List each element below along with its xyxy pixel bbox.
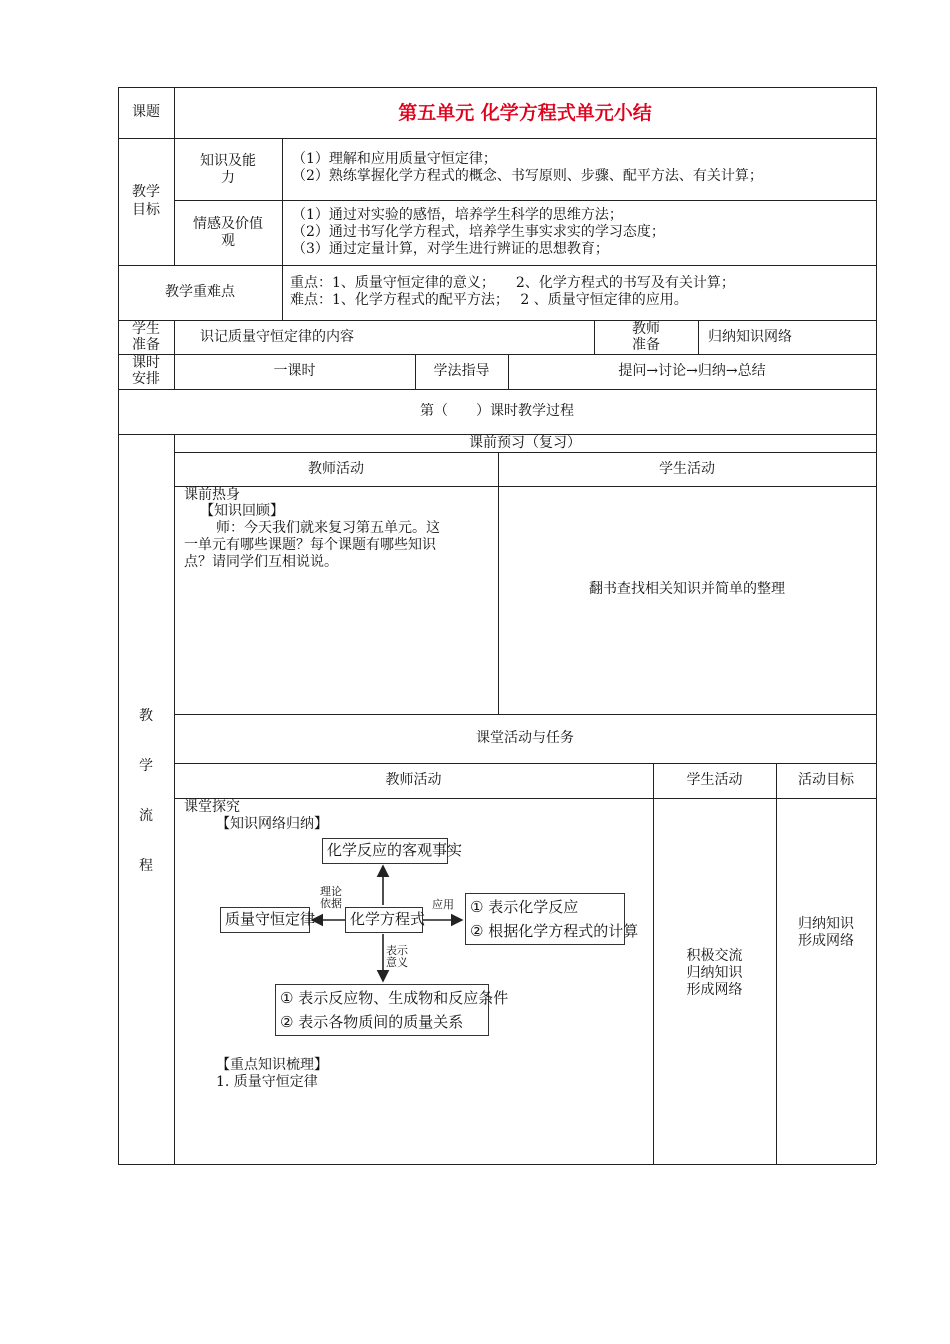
diagram-bottom-box (275, 984, 509, 1036)
diagram-right-box (465, 893, 639, 945)
classroom-student-line: 形成网络 (686, 982, 743, 998)
diagram-right-item: ① 表示化学反应 (470, 898, 579, 916)
emotion-label-1: 情感及价值 (193, 216, 263, 232)
preview-teacher-line: 一单元有哪些课题？每个课题有哪些知识 (184, 537, 436, 553)
knowledge-item: （1）理解和应用质量守恒定律； (292, 151, 497, 167)
schedule-label-1: 课时 (132, 355, 160, 371)
emotion-label-2: 观 (221, 233, 235, 249)
classroom-student-header: 学生活动 (686, 772, 743, 788)
classroom-goal-line: 形成网络 (798, 933, 854, 949)
objectives-label-1: 教学 (132, 184, 160, 200)
diagram-bottom-item: ② 表示各物质间的质量关系 (280, 1013, 464, 1031)
emotion-item: （1）通过对实验的感悟，培养学生科学的思维方法； (292, 207, 623, 223)
flow-side-char: 程 (139, 858, 153, 874)
diagram-top-box: 化学反应的客观事实 (322, 838, 448, 864)
diagram-bottom-label-2: 意义 (386, 956, 408, 969)
preview-student-text: 翻书查找相关知识并简单的整理 (589, 581, 785, 597)
student-prep-value: 识记质量守恒定律的内容 (200, 329, 354, 345)
knowledge-label-2: 力 (221, 170, 235, 186)
classroom-heading: 课堂活动与任务 (476, 730, 574, 746)
diagram-bottom-label-1: 表示 (386, 944, 408, 957)
method-value: 提问→讨论→归纳→总结 (618, 363, 766, 379)
flow-side-char: 流 (139, 808, 153, 824)
key-knowledge-heading: 【重点知识梳理】 (216, 1057, 328, 1073)
diagram-left-box: 质量守恒定律 (220, 907, 310, 933)
schedule-label-2: 安排 (132, 371, 160, 387)
key-knowledge-item: 1. 质量守恒定律 (216, 1074, 318, 1090)
classroom-goal-header: 活动目标 (798, 772, 854, 788)
student-prep-label-1: 学生 (132, 321, 160, 337)
difficulty-label: 教学重难点 (165, 284, 235, 300)
preview-teacher-line: 课前热身 (184, 487, 240, 503)
diagram-right-item: ② 根据化学方程式的计算 (470, 922, 639, 940)
classroom-teacher-line: 课堂探究 (184, 799, 240, 815)
knowledge-item: （2）熟练掌握化学方程式的概念、书写原则、步骤、配平方法、有关计算； (292, 168, 763, 184)
preview-teacher-line: 师：今天我们就来复习第五单元。这 (216, 520, 440, 536)
teacher-prep-label-2: 准备 (632, 337, 660, 353)
classroom-teacher-line: 【知识网络归纳】 (216, 816, 328, 832)
diagram-right-label: 应用 (432, 898, 454, 911)
preview-teacher-header: 教师活动 (308, 461, 364, 477)
topic-label: 课题 (132, 104, 160, 120)
preview-teacher-line: 点？请同学们互相说说。 (184, 554, 338, 570)
classroom-student-line: 归纳知识 (686, 965, 743, 981)
preview-teacher-line: 【知识回顾】 (200, 503, 284, 519)
key-points: 重点：1、质量守恒定律的意义； 2、化学方程式的书写及有关计算； (290, 275, 735, 291)
hard-points: 难点：1、化学方程式的配平方法； 2 、质量守恒定律的应用。 (290, 292, 688, 308)
diagram-center-box: 化学方程式 (345, 907, 423, 933)
student-prep-label-2: 准备 (132, 337, 160, 353)
knowledge-label-1: 知识及能 (200, 153, 256, 169)
schedule-value: 一课时 (273, 363, 316, 379)
teacher-prep-value: 归纳知识网络 (708, 329, 792, 345)
emotion-item: （3）通过定量计算，对学生进行辨证的思想教育； (292, 241, 609, 257)
preview-heading: 课前预习（复习） (469, 435, 581, 451)
preview-student-header: 学生活动 (659, 461, 715, 477)
classroom-goal-line: 归纳知识 (798, 916, 854, 932)
diagram-left-label-1: 理论 (320, 885, 342, 898)
diagram-left-label-2: 依据 (320, 897, 342, 910)
page-title: 第五单元 化学方程式单元小结 (398, 102, 652, 124)
flow-side-char: 教 (139, 708, 153, 724)
classroom-teacher-header: 教师活动 (385, 772, 442, 788)
classroom-student-line: 积极交流 (686, 948, 743, 964)
process-title: 第（ ）课时教学过程 (420, 403, 574, 419)
emotion-item: （2）通过书写化学方程式，培养学生事实求实的学习态度； (292, 224, 665, 240)
diagram-bottom-item: ① 表示反应物、生成物和反应条件 (280, 989, 509, 1007)
method-label: 学法指导 (433, 363, 490, 379)
teacher-prep-label-1: 教师 (632, 321, 660, 337)
objectives-label-2: 目标 (132, 202, 160, 218)
flow-side-char: 学 (139, 758, 153, 774)
